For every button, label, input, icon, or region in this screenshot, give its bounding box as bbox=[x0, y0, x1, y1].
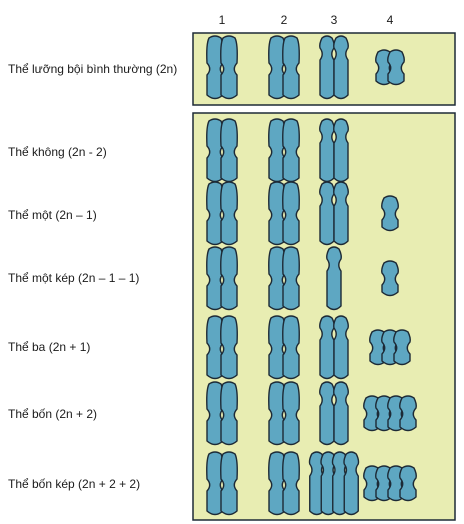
chromosome-1-copy-2 bbox=[221, 452, 238, 515]
chromosome-3-copy-1 bbox=[320, 182, 335, 245]
chromosome-3-copy-1 bbox=[320, 36, 335, 99]
chromosome-4-copy-1 bbox=[382, 261, 399, 296]
chromosome-2-copy-2 bbox=[283, 182, 300, 245]
row-label-tetrasomic: Thể bốn (2n + 2) bbox=[8, 407, 98, 421]
row-label-double-monosomic: Thể một kép (2n – 1 – 1) bbox=[8, 271, 140, 285]
chromosome-row-2 bbox=[207, 119, 349, 182]
row-label-double-tetrasomic: Thể bốn kép (2n + 2 + 2) bbox=[8, 477, 141, 491]
column-headers bbox=[219, 13, 394, 27]
chromosome-2-copy-2 bbox=[283, 316, 300, 379]
chromosome-2-copy-2 bbox=[283, 119, 300, 182]
chromosome-1-copy-2 bbox=[221, 182, 238, 245]
chromosome-3-copy-2 bbox=[334, 182, 349, 245]
chromosome-3-copy-1 bbox=[327, 247, 342, 310]
chromosome-3-copy-2 bbox=[334, 316, 349, 379]
chromosome-4-copy-4 bbox=[400, 466, 417, 501]
chromosome-3-copy-1 bbox=[320, 119, 335, 182]
column-header-3: 3 bbox=[330, 13, 338, 27]
chromosome-3-copy-2 bbox=[334, 119, 349, 182]
chromosome-2-copy-2 bbox=[283, 247, 300, 310]
chromosome-3-copy-2 bbox=[334, 36, 349, 99]
row-label-monosomic: Thể một (2n – 1) bbox=[8, 208, 97, 222]
column-header-4: 4 bbox=[386, 13, 394, 27]
chromosome-1-copy-2 bbox=[221, 382, 238, 445]
chromosome-1-copy-2 bbox=[221, 316, 238, 379]
chromosome-4-copy-3 bbox=[394, 330, 411, 365]
column-header-1: 1 bbox=[218, 13, 226, 27]
column-header-2: 2 bbox=[280, 13, 288, 27]
chromosome-1-copy-2 bbox=[221, 247, 238, 310]
row-label-trisomic: Thể ba (2n + 1) bbox=[8, 340, 91, 354]
chromosome-4-copy-1 bbox=[382, 196, 399, 231]
chromosome-1-copy-2 bbox=[221, 119, 238, 182]
chromosome-3-copy-4 bbox=[344, 452, 359, 515]
row-labels bbox=[8, 62, 177, 491]
chromosome-3-copy-1 bbox=[320, 316, 335, 379]
chromosome-4-copy-2 bbox=[388, 50, 405, 85]
chromosome-3-copy-1 bbox=[320, 382, 335, 445]
row-label-diploid: Thể lưỡng bội bình thường (2n) bbox=[8, 62, 178, 76]
chromosome-4-copy-4 bbox=[400, 396, 417, 431]
chromosome-2-copy-2 bbox=[283, 36, 300, 99]
chromosome-2-copy-2 bbox=[283, 452, 300, 515]
chromosome-3-copy-2 bbox=[334, 382, 349, 445]
chromosome-2-copy-2 bbox=[283, 382, 300, 445]
row-label-nullisomic: Thể không (2n - 2) bbox=[8, 145, 107, 159]
chromosome-1-copy-2 bbox=[221, 36, 238, 99]
